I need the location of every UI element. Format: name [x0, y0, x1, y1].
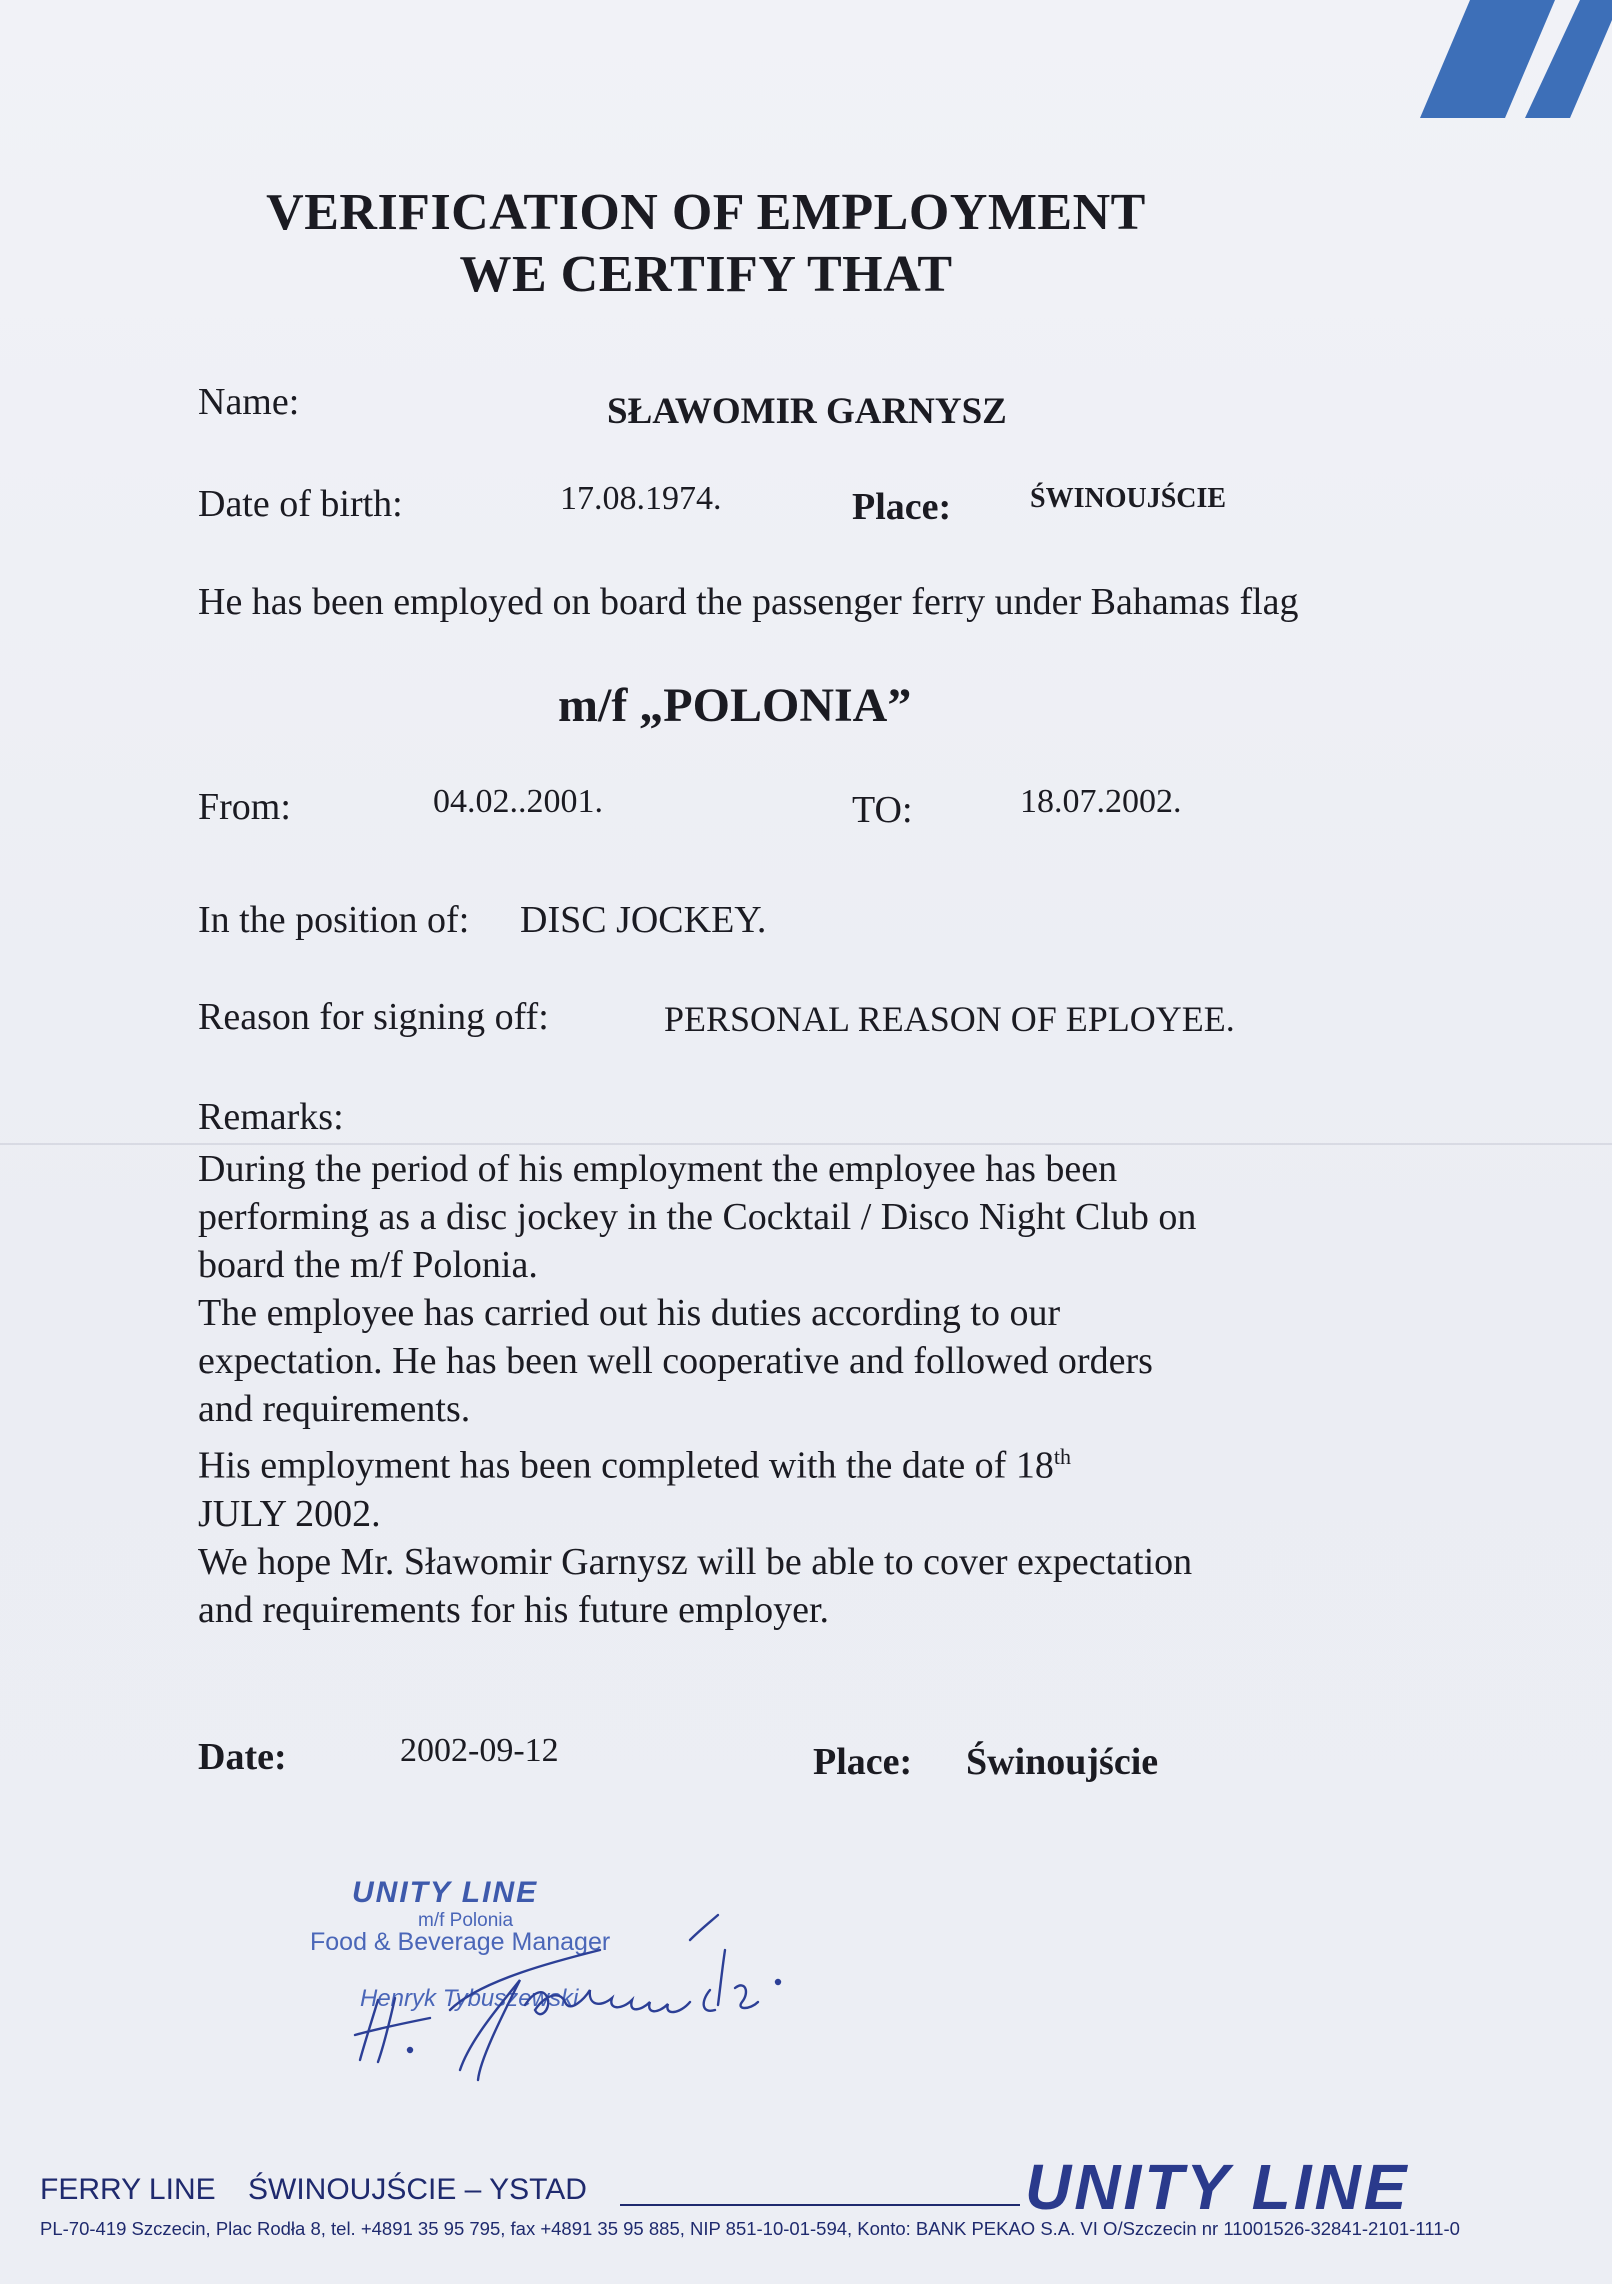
footer-address: PL-70-419 Szczecin, Plac Rodła 8, tel. +4891 35 95 795, fax +4891 35 95 885, NIP 851-10-01-594, Konto: BANK PEKAO S.A. VI O/Szczecin nr 11001526-32841-2101-111-0	[40, 2218, 1460, 2239]
to-value: 18.07.2002.	[1020, 783, 1182, 820]
stamp-name: Henryk Tybuszewski	[360, 1985, 579, 2012]
reason-value: PERSONAL REASON OF EPLOYEE.	[664, 999, 1235, 1039]
employed-statement: He has been employed on board the passenger ferry under Bahamas flag	[198, 581, 1299, 623]
remarks-line: expectation. He has been well cooperative and followed orders	[198, 1340, 1153, 1382]
footer-route: ŚWINOUJŚCIE – YSTAD	[248, 2173, 587, 2206]
remarks-line: performing as a disc jockey in the Cocktail / Disco Night Club on	[198, 1196, 1197, 1238]
remarks-line: During the period of his employment the employee has been	[198, 1148, 1118, 1190]
remarks-line: and requirements for his future employer.	[198, 1588, 830, 1631]
signature-stroke	[525, 1990, 690, 2014]
footer-rule	[620, 2204, 1020, 2206]
remarks-line-with-superscript	[198, 1433, 1196, 1490]
footer-logo: UNITY LINE	[1025, 2151, 1410, 2223]
dob-value: 17.08.1974.	[560, 480, 722, 517]
name-value: SŁAWOMIR GARNYSZ	[607, 391, 1007, 432]
closing-date-label: Date:	[198, 1736, 287, 1778]
position-label: In the position of:	[198, 899, 470, 941]
vessel-name: m/f „POLONIA”	[558, 679, 912, 732]
dob-label: Date of birth:	[198, 483, 403, 525]
ordinal-superscript: th	[1053, 1444, 1071, 1469]
place-label: Place:	[852, 486, 952, 528]
stamp-role: Food & Beverage Manager	[310, 1928, 611, 1956]
remarks-line: We hope Mr. Sławomir Garnysz will be able to cover expectation	[198, 1540, 1193, 1583]
title-line-1: VERIFICATION OF EMPLOYMENT	[266, 184, 1146, 241]
remarks-line: The employee has carried out his duties according to our	[198, 1292, 1061, 1334]
remarks-label: Remarks:	[198, 1096, 344, 1138]
closing-place-label: Place:	[813, 1741, 913, 1783]
signature-stroke	[450, 1950, 600, 2010]
footer-ferry-line: FERRY LINE	[40, 2173, 216, 2206]
place-value: ŚWINOUJŚCIE	[1030, 483, 1227, 514]
title-line-2: WE CERTIFY THAT	[459, 246, 953, 303]
from-label: From:	[198, 786, 291, 828]
closing-date-value: 2002-09-12	[400, 1732, 559, 1769]
signature-dot	[776, 1980, 780, 1984]
remarks-line: and requirements.	[198, 1388, 471, 1430]
remarks-line: JULY 2002.	[198, 1492, 381, 1535]
remarks-line: His employment has been completed with the date of 18	[198, 1444, 1054, 1487]
signature-stroke	[690, 1915, 718, 1940]
signature-stroke	[718, 1950, 725, 2005]
signature-stroke	[704, 1990, 715, 2011]
signature	[350, 1910, 810, 2090]
corner-stripes-logo	[1300, 0, 1612, 120]
signature-stroke	[355, 2018, 430, 2035]
signature-stroke	[378, 1998, 395, 2062]
remarks-line: board the m/f Polonia.	[198, 1244, 538, 1286]
signature-stroke	[735, 1985, 758, 2008]
from-value: 04.02..2001.	[433, 783, 603, 820]
signature-dot	[408, 2048, 412, 2052]
closing-place-value: Świnoujście	[966, 1741, 1159, 1783]
remarks-body	[198, 1145, 1196, 1634]
to-label: TO:	[852, 789, 913, 831]
name-label: Name:	[198, 381, 300, 423]
reason-label: Reason for signing off:	[198, 996, 549, 1038]
stamp-company: UNITY LINE	[352, 1876, 539, 1909]
stamp-vessel: m/f Polonia	[418, 1910, 514, 1931]
position-value: DISC JOCKEY.	[520, 899, 767, 941]
